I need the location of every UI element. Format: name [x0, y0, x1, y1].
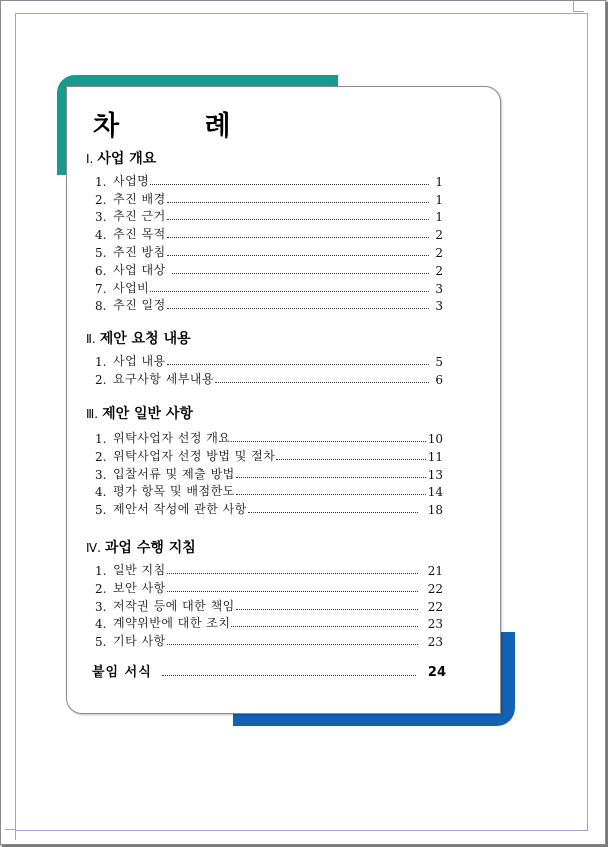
- dot-leader: [248, 512, 418, 513]
- section-title: 사업 개요: [97, 151, 157, 167]
- section-title: 제안 요청 내용: [99, 331, 191, 347]
- item-label: 입찰서류 및 제출 방법: [113, 467, 235, 481]
- item-page: 1: [435, 210, 443, 224]
- item-number: 1.: [95, 175, 107, 189]
- toc-item[interactable]: [95, 500, 443, 517]
- dot-leader: [236, 477, 426, 478]
- item-number: 3.: [95, 600, 107, 614]
- section-heading: [86, 537, 196, 557]
- dot-leader: [215, 382, 429, 383]
- item-page: 6: [435, 373, 443, 387]
- toc-item[interactable]: [95, 597, 443, 614]
- item-page: 18: [427, 503, 443, 517]
- toc-item[interactable]: [95, 225, 443, 242]
- dot-leader: [276, 459, 425, 460]
- item-page: 23: [427, 617, 443, 631]
- dot-leader: [150, 184, 429, 185]
- dot-leader: [167, 364, 429, 365]
- item-page: 3: [435, 299, 443, 313]
- item-label: 추진 배경: [113, 192, 166, 206]
- item-number: 4.: [95, 228, 107, 242]
- item-number: 2.: [95, 582, 107, 596]
- item-label: 저작권 등에 대한 책임: [113, 599, 235, 613]
- item-number: 6.: [95, 264, 107, 278]
- section-heading: [86, 328, 191, 348]
- item-number: 4.: [95, 485, 107, 499]
- item-label: 추진 방침: [113, 245, 166, 259]
- dot-leader: [167, 219, 429, 220]
- corner-crop-mark: [573, 1, 584, 12]
- appendix-page: 24: [427, 665, 446, 680]
- item-label: 요구사항 세부내용: [113, 372, 215, 386]
- item-number: 1.: [95, 432, 107, 446]
- item-number: 5.: [95, 246, 107, 260]
- item-label: 평가 항목 및 배점한도: [113, 484, 235, 498]
- item-page: 2: [435, 228, 443, 242]
- item-label: 추진 목적: [113, 227, 166, 241]
- section-number: Ⅰ.: [86, 152, 94, 166]
- appendix-label: 붙임 서식: [92, 665, 152, 680]
- section-number: Ⅳ.: [86, 541, 101, 555]
- dot-leader: [236, 609, 418, 610]
- dot-leader: [236, 494, 426, 495]
- section-heading: [86, 403, 193, 423]
- toc-item[interactable]: [95, 370, 443, 387]
- toc-item[interactable]: [95, 190, 443, 207]
- toc-item[interactable]: [95, 482, 443, 499]
- dot-leader: [167, 255, 429, 256]
- item-page: 3: [435, 282, 443, 296]
- dot-leader: [162, 675, 416, 676]
- dot-leader: [167, 644, 418, 645]
- toc-item[interactable]: [95, 296, 443, 313]
- dot-leader: [231, 441, 425, 442]
- item-label: 위탁사업자 선정 개요: [113, 431, 231, 445]
- item-label: 위탁사업자 선정 방법 및 절차: [113, 449, 276, 463]
- dot-leader: [167, 573, 418, 574]
- item-page: 23: [427, 635, 443, 649]
- item-number: 5.: [95, 635, 107, 649]
- toc-item[interactable]: [95, 429, 443, 446]
- item-label: 보안 사항: [113, 581, 166, 595]
- dot-leader: [167, 591, 418, 592]
- item-label: 기타 사항: [113, 634, 166, 648]
- toc-title: 차 례: [93, 111, 269, 142]
- item-number: 3.: [95, 210, 107, 224]
- toc-item[interactable]: [95, 465, 443, 482]
- item-page: 5: [435, 355, 443, 369]
- toc-item[interactable]: [95, 243, 443, 260]
- toc-item[interactable]: [95, 561, 443, 578]
- item-number: 2.: [95, 193, 107, 207]
- item-number: 4.: [95, 617, 107, 631]
- item-number: 1.: [95, 355, 107, 369]
- item-page: 1: [435, 193, 443, 207]
- item-number: 8.: [95, 299, 107, 313]
- item-number: 2.: [95, 450, 107, 464]
- item-page: 22: [427, 600, 443, 614]
- toc-item[interactable]: [95, 447, 443, 464]
- section-number: Ⅱ.: [86, 332, 96, 346]
- item-number: 1.: [95, 564, 107, 578]
- item-label: 일반 지침: [113, 563, 166, 577]
- section-heading: [86, 148, 156, 168]
- toc-item[interactable]: [95, 614, 443, 631]
- item-label: 제안서 작성에 관한 사항: [113, 502, 247, 516]
- item-page: 22: [427, 582, 443, 596]
- section-title: 과업 수행 지침: [104, 540, 196, 556]
- dot-leader: [231, 626, 417, 627]
- toc-item[interactable]: [95, 579, 443, 596]
- item-number: 5.: [95, 503, 107, 517]
- toc-item[interactable]: [95, 172, 443, 189]
- section-number: Ⅲ.: [86, 407, 99, 421]
- item-page: 10: [427, 432, 443, 446]
- item-label: 계약위반에 대한 조치: [113, 616, 231, 630]
- item-page: 13: [427, 468, 443, 482]
- toc-item[interactable]: [95, 279, 443, 296]
- item-label: 사업 내용: [113, 354, 166, 368]
- item-page: 21: [427, 564, 443, 578]
- section-title: 제안 일반 사항: [102, 406, 193, 422]
- item-number: 2.: [95, 373, 107, 387]
- item-label: 사업명: [113, 174, 150, 188]
- item-page: 11: [427, 450, 443, 464]
- dot-leader: [167, 202, 429, 203]
- item-label: 사업비: [113, 281, 150, 295]
- toc-item[interactable]: [95, 261, 443, 278]
- dot-leader: [172, 273, 429, 274]
- item-page: 14: [427, 485, 443, 499]
- dot-leader: [167, 237, 429, 238]
- item-page: 2: [435, 246, 443, 260]
- toc-item[interactable]: [95, 352, 443, 369]
- toc-item[interactable]: [95, 632, 443, 649]
- item-label: 추진 일정: [113, 298, 166, 312]
- toc-appendix[interactable]: [92, 662, 446, 680]
- dot-leader: [167, 308, 429, 309]
- dot-leader: [150, 291, 429, 292]
- toc-item[interactable]: [95, 207, 443, 224]
- corner-crop-mark: [5, 829, 16, 840]
- item-label: 사업 대상: [113, 263, 166, 277]
- item-page: 1: [435, 175, 443, 189]
- item-label: 추진 근거: [113, 209, 166, 223]
- item-number: 3.: [95, 468, 107, 482]
- item-number: 7.: [95, 282, 107, 296]
- item-page: 2: [435, 264, 443, 278]
